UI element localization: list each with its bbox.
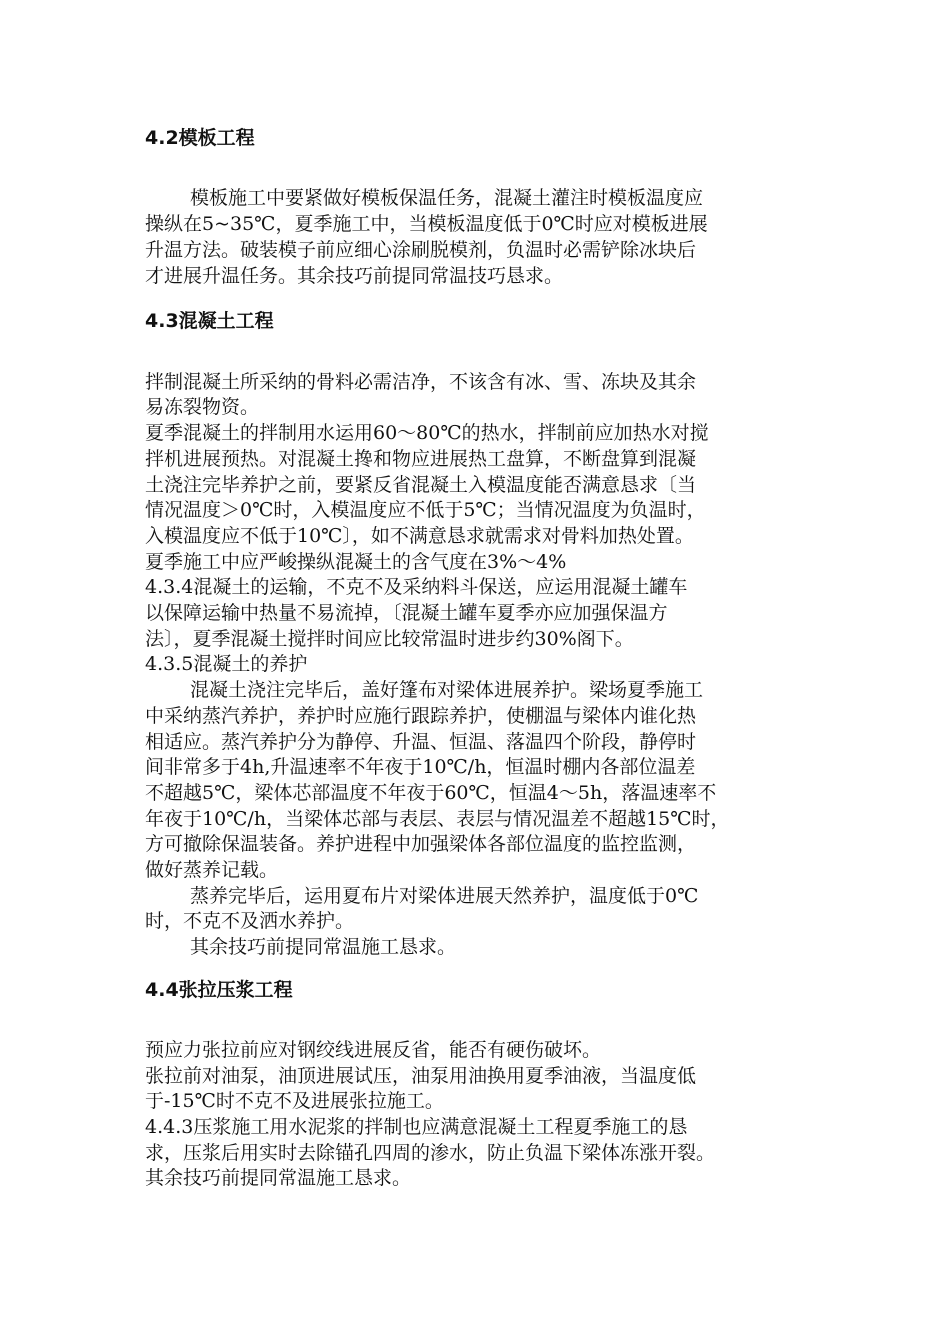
paragraph-line: 夏季混凝土的拌制用水运用60～80℃的热水，拌制前应加热水对搅	[145, 422, 709, 444]
paragraph-line: 才进展升温任务。其余技巧前提同常温技巧恳求。	[145, 265, 564, 287]
paragraph-line: 方可撤除保温装备。养护进程中加强梁体各部位温度的监控监测，	[145, 833, 697, 855]
paragraph-line: 易冻裂物资。	[145, 396, 260, 418]
paragraph-line: 做好蒸养记载。	[145, 859, 279, 881]
paragraph-line: 拌制混凝土所采纳的骨料必需洁净，不该含有冰、雪、冻块及其余	[145, 371, 697, 393]
paragraph-line: 操纵在5~35℃，夏季施工中，当模板温度低于0℃时应对模板进展	[145, 213, 708, 235]
subsection-heading-4-3-5: 4.3.5混凝土的养护	[145, 653, 308, 675]
paragraph-line: 土浇注完毕养护之前，要紧反省混凝土入模温度能否满意恳求〔当	[145, 474, 697, 496]
paragraph-line: 拌机进展预热。对混凝土搀和物应进展热工盘算，不断盘算到混凝	[145, 448, 697, 470]
paragraph-line: 预应力张拉前应对钢绞线进展反省，能否有硬伤破坏。	[145, 1039, 602, 1061]
paragraph-line: 年夜于10℃/h，当梁体芯部与表层、表层与情况温差不超越15℃时，	[145, 808, 730, 830]
paragraph-line: 情况温度＞0℃时，入模温度应不低于5℃；当情况温度为负温时，	[145, 499, 706, 521]
paragraph-line: 张拉前对油泵，油顶进展试压，油泵用油换用夏季油液，当温度低	[145, 1065, 697, 1087]
paragraph-line: 法〕，夏季混凝土搅拌时间应比较常温时进步约30%阁下。	[145, 628, 634, 650]
paragraph-line: 4.3.4混凝土的运输，不克不及采纳料斗保送，应运用混凝土罐车	[145, 576, 688, 598]
paragraph-line: 中采纳蒸汽养护，养护时应施行跟踪养护，使棚温与梁体内谁化热	[145, 705, 697, 727]
section-heading-4-3: 4.3混凝土工程	[145, 310, 274, 332]
paragraph-line: 升温方法。破装模子前应细心涂刷脱模剂，负温时必需铲除冰块后	[145, 239, 697, 261]
paragraph-line: 混凝土浇注完毕后，盖好篷布对梁体进展养护。梁场夏季施工	[190, 679, 704, 701]
paragraph-line: 时，不克不及洒水养护。	[145, 910, 355, 932]
paragraph-line: 其余技巧前提同常温施工恳求。	[145, 1167, 412, 1189]
paragraph-line: 求，压浆后用实时去除锚孔四周的渗水，防止负温下梁体冻涨开裂。	[145, 1142, 716, 1164]
paragraph-line: 模板施工中要紧做好模板保温任务，混凝土灌注时模板温度应	[190, 187, 704, 209]
section-heading-4-4: 4.4张拉压浆工程	[145, 979, 293, 1001]
paragraph-line: 于-15℃时不克不及进展张拉施工。	[145, 1090, 444, 1112]
paragraph-line: 间非常多于4h,升温速率不年夜于10℃/h，恒温时棚内各部位温差	[145, 756, 696, 778]
paragraph-line: 不超越5℃，梁体芯部温度不年夜于60℃，恒温4～5h，落温速率不	[145, 782, 717, 804]
paragraph-line: 以保障运输中热量不易流掉，〔混凝土罐车夏季亦应加强保温方	[145, 602, 668, 624]
paragraph-line: 蒸养完毕后，运用夏布片对梁体进展天然养护，温度低于0℃	[190, 885, 699, 907]
paragraph-line: 夏季施工中应严峻操纵混凝土的含气度在3%～4%	[145, 551, 567, 573]
paragraph-line: 其余技巧前提同常温施工恳求。	[190, 936, 457, 958]
paragraph-line: 相适应。蒸汽养护分为静停、升温、恒温、落温四个阶段，静停时	[145, 731, 697, 753]
section-heading-4-2: 4.2模板工程	[145, 127, 255, 149]
paragraph-line: 4.4.3压浆施工用水泥浆的拌制也应满意混凝土工程夏季施工的恳	[145, 1116, 688, 1138]
paragraph-line: 入模温度应不低于10℃〕，如不满意恳求就需求对骨料加热处置。	[145, 525, 694, 547]
